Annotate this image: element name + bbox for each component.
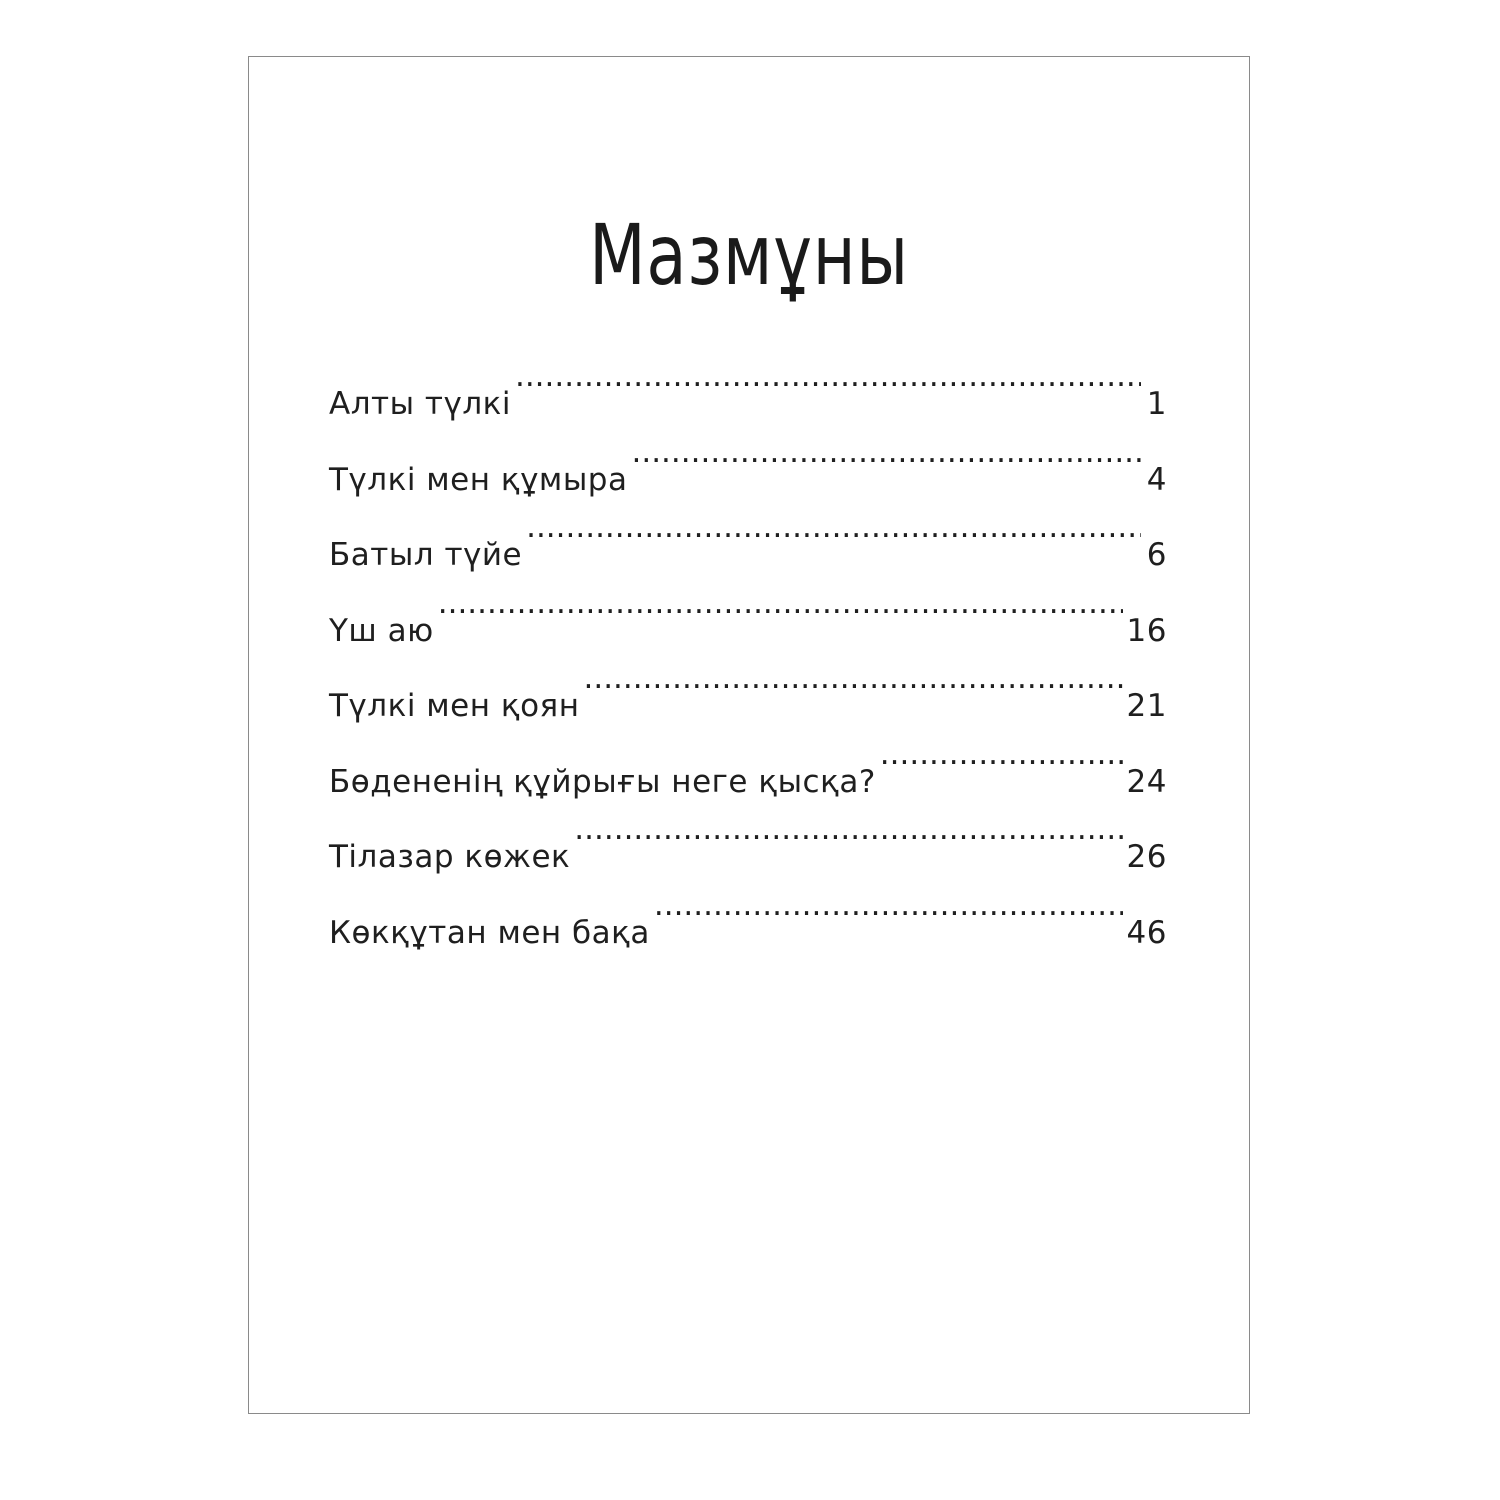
document-page bbox=[248, 56, 1250, 1414]
table-of-contents bbox=[329, 339, 1167, 951]
toc-entry-title: Алты түлкі bbox=[329, 386, 511, 422]
toc-entry-title: Үш аю bbox=[329, 612, 434, 649]
toc-entry-page: 24 bbox=[1126, 763, 1167, 800]
toc-entry-page: 46 bbox=[1126, 914, 1167, 951]
toc-dot-leader bbox=[574, 792, 1122, 867]
toc-dot-leader bbox=[654, 868, 1123, 943]
toc-dot-leader bbox=[631, 415, 1141, 490]
toc-dot-leader bbox=[583, 641, 1122, 716]
toc-dot-leader bbox=[526, 490, 1141, 565]
toc-entry[interactable] bbox=[329, 566, 1167, 649]
toc-entry-title: Бөдененің құйрығы неге қысқа? bbox=[329, 763, 876, 800]
toc-entry-page: 21 bbox=[1126, 688, 1167, 724]
toc-entry-title: Түлкі мен қоян bbox=[329, 688, 580, 724]
toc-entry-title: Тілазар көжек bbox=[329, 839, 571, 875]
toc-dot-leader bbox=[515, 339, 1141, 414]
toc-entry[interactable] bbox=[329, 339, 1167, 422]
toc-entry-page: 1 bbox=[1146, 386, 1167, 422]
toc-entry-page: 6 bbox=[1146, 537, 1167, 573]
toc-entry[interactable] bbox=[329, 641, 1167, 724]
toc-entry-page: 16 bbox=[1126, 612, 1167, 649]
toc-dot-leader bbox=[880, 717, 1123, 792]
page-title: Мазмұны bbox=[589, 206, 909, 304]
toc-entry-page: 4 bbox=[1146, 461, 1167, 498]
toc-entry-title: Көкқұтан мен бақа bbox=[329, 914, 650, 951]
toc-entry-title: Түлкі мен құмыра bbox=[329, 461, 628, 498]
toc-entry-page: 26 bbox=[1126, 839, 1167, 875]
toc-dot-leader bbox=[438, 566, 1123, 641]
toc-entry-title: Батыл түйе bbox=[329, 537, 523, 573]
